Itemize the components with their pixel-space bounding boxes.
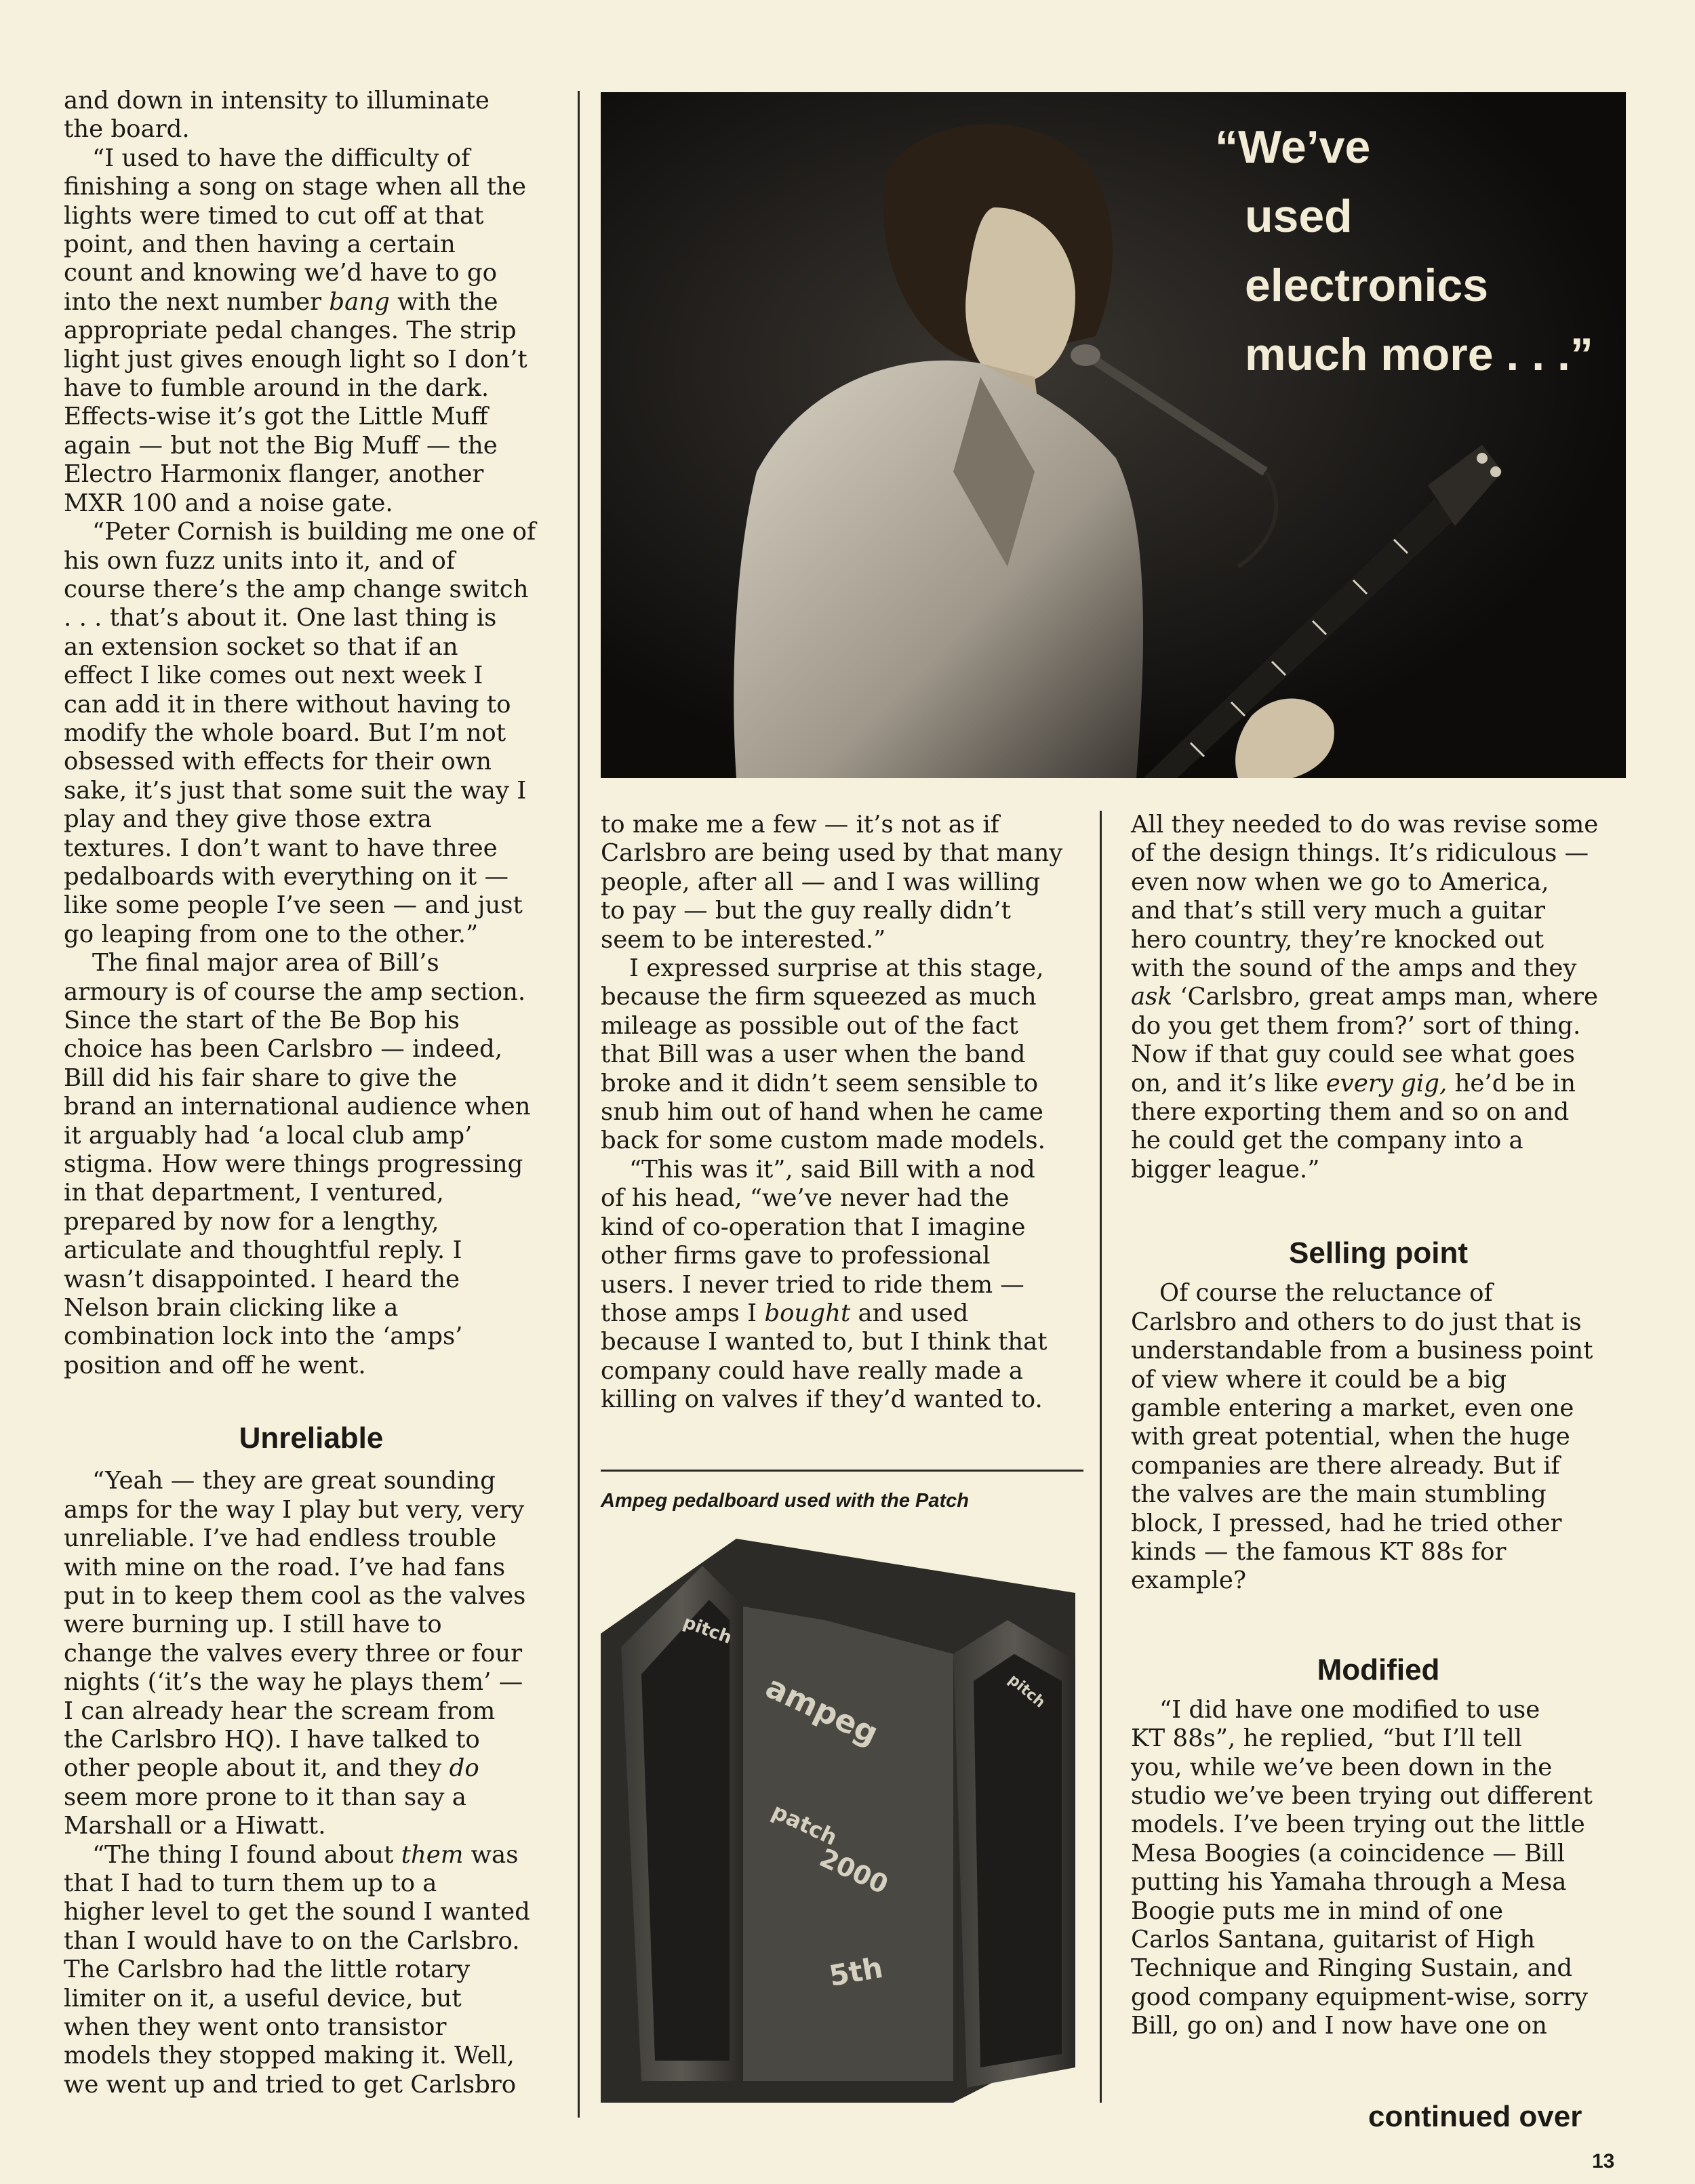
text-line: play and they give those extra (64, 805, 432, 834)
text-line: appropriate pedal changes. The strip (64, 317, 517, 345)
text-line: companies are there already. But if (1131, 1451, 1560, 1480)
text-line: studio we’ve been trying out different (1131, 1781, 1593, 1810)
text-line: can add it in there without having to (64, 690, 511, 719)
text-line: Nelson brain clicking like a (64, 1294, 399, 1322)
text-line: those amps I bought and used (601, 1299, 969, 1327)
photo-caption: Ampeg pedalboard used with the Patch (601, 1490, 970, 1512)
text-line: obsessed with effects for their own (64, 748, 492, 776)
text-line: the board. (64, 115, 190, 144)
pull-quote-line: electronics (1245, 260, 1489, 311)
text-line: unreliable. I’ve had endless trouble (64, 1524, 497, 1553)
text-line: The final major area of Bill’s (92, 949, 439, 977)
text-line: other firms gave to professional (601, 1242, 991, 1270)
text-line: . . . that’s about it. One last thing is (64, 604, 497, 632)
pedalboard-illustration (601, 1525, 1075, 2103)
text-line: prepared by now for a lengthy, (64, 1207, 439, 1236)
text-line: seem more prone to it than say a (64, 1783, 466, 1811)
page-number: 13 (1592, 2150, 1615, 2172)
text-line: people, after all — and I was willing (601, 868, 1041, 896)
text-line: because I wanted to, but I think that (601, 1328, 1048, 1356)
text-line: Carlsbro and others to do just that is (1131, 1308, 1582, 1336)
continued-over-label: continued over (1368, 2100, 1582, 2133)
text-line: you, while we’ve been down in the (1131, 1753, 1553, 1781)
text-line: Marshall or a Hiwatt. (64, 1812, 326, 1840)
text-line: gamble entering a market, even one (1131, 1394, 1574, 1422)
text-line: MXR 100 and a noise gate. (64, 489, 393, 517)
pedal-label: 5th (826, 1950, 885, 1993)
pedal-label: patch (767, 1798, 841, 1851)
text-line: he could get the company into a (1131, 1127, 1523, 1155)
pedal-label: 2000 (815, 1842, 893, 1900)
text-line: lights were timed to cut off at that (64, 201, 484, 230)
text-line: Carlos Santana, guitarist of High (1131, 1926, 1536, 1954)
text-line: good company equipment-wise, sorry (1131, 1983, 1589, 2011)
text-line: hero country, they’re knocked out (1131, 925, 1544, 954)
text-line: light just gives enough light so I don’t (64, 345, 527, 373)
text-line: to make me a few — it’s not as if (601, 811, 999, 838)
text-line: point, and then having a certain (64, 230, 456, 259)
pull-quote-line: much more . . .” (1245, 329, 1593, 380)
text-line: change the valves every three or four (64, 1639, 523, 1667)
text-line: in that department, I ventured, (64, 1179, 444, 1207)
text-line: and down in intensity to illuminate (64, 87, 490, 115)
text-line: Carlsbro are being used by that many (601, 839, 1063, 868)
section-heading-selling-point: Selling point (1289, 1236, 1468, 1270)
column-2 (601, 811, 1062, 1415)
column-1 (64, 87, 559, 2099)
text-line: understandable from a business point (1131, 1337, 1593, 1365)
section-heading-modified: Modified (1317, 1653, 1440, 1686)
text-line: “This was it”, said Bill with a nod (629, 1155, 1035, 1184)
pedal-label: pitch (680, 1612, 735, 1649)
text-line: Now if that guy could see what goes (1131, 1040, 1575, 1069)
text-line: amps for the way I play but very, very (64, 1495, 525, 1524)
text-line: because the firm squeezed as much (601, 983, 1037, 1011)
text-line: and that’s still very much a guitar (1131, 897, 1545, 925)
text-line: his own fuzz units into it, and of (64, 546, 456, 575)
text-line: with the sound of the amps and they (1131, 954, 1577, 983)
text-line: that I had to turn them up to a (64, 1869, 437, 1897)
text-line: wasn’t disappointed. I heard the (64, 1265, 460, 1293)
text-line: of his head, “we’ve never had the (601, 1184, 1010, 1213)
text-line: pedalboards with everything on it — (64, 862, 509, 891)
text-line: other people about it, and they do (64, 1754, 479, 1783)
text-line: Effects-wise it’s got the Little Muff (64, 403, 488, 431)
text-line: Electro Harmonix flanger, another (64, 460, 484, 489)
pedalboard-photo (601, 1525, 1075, 2103)
text-line: “I did have one modified to use (1159, 1695, 1540, 1724)
text-line: Boogie puts me in mind of one (1131, 1897, 1503, 1925)
text-line: I expressed surprise at this stage, (629, 954, 1044, 983)
text-line: stigma. How were things progressing (64, 1150, 523, 1179)
text-line: go leaping from one to the other.” (64, 920, 479, 948)
text-line: Bill did his fair share to give the (64, 1064, 458, 1092)
text-line: like some people I’ve seen — and just (64, 891, 523, 920)
text-line: Of course the reluctance of (1159, 1279, 1493, 1308)
pedal-brand: ampeg (760, 1668, 884, 1752)
text-line: models. I’ve been trying out the little (1131, 1811, 1585, 1839)
text-line: textures. I don’t want to have three (64, 834, 498, 862)
text-line: an extension socket so that if an (64, 632, 458, 661)
text-line: “I used to have the difficulty of (92, 144, 471, 172)
text-line: articulate and thoughtful reply. I (64, 1236, 462, 1265)
pull-quote-line: used (1245, 190, 1353, 242)
section-heading-unreliable: Unreliable (239, 1421, 384, 1455)
text-line: finishing a song on stage when all the (64, 173, 527, 201)
column-3 (1131, 811, 1626, 2041)
text-line: killing on valves if they’d wanted to. (601, 1386, 1043, 1414)
column-rule-left (578, 91, 580, 2118)
text-line: of the design things. It’s ridiculous — (1131, 839, 1589, 868)
text-line: block, I pressed, had he tried other (1131, 1509, 1562, 1537)
text-line: KT 88s”, he replied, “but I’ll tell (1131, 1724, 1523, 1753)
pull-quote (1215, 113, 1624, 389)
text-line: company could have really made a (601, 1356, 1024, 1385)
text-line: we went up and tried to get Carlsbro (64, 2070, 517, 2099)
text-line: bigger league.” (1131, 1155, 1320, 1184)
text-line: higher level to get the sound I wanted (64, 1898, 530, 1926)
text-line: putting his Yamaha through a Mesa (1131, 1868, 1567, 1897)
text-line: snub him out of hand when he came (601, 1098, 1043, 1127)
text-line: mileage as possible out of the fact (601, 1011, 1018, 1040)
text-line: choice has been Carlsbro — indeed, (64, 1035, 503, 1064)
text-line: back for some custom made models. (601, 1127, 1045, 1155)
text-line: kind of co-operation that I imagine (601, 1213, 1026, 1241)
text-line: nights (‘it’s the way he plays them’ — (64, 1668, 523, 1697)
pull-quote-line: “We’ve (1215, 121, 1371, 173)
text-line: were burning up. I still have to (64, 1611, 442, 1639)
text-line: position and off he went. (64, 1351, 366, 1379)
text-line: modify the whole board. But I’m not (64, 719, 506, 747)
text-line: “Yeah — they are great sounding (92, 1467, 496, 1495)
text-line: it arguably had ‘a local club amp’ (64, 1121, 473, 1150)
text-line: I can already hear the scream from (64, 1697, 496, 1725)
text-line: Bill, go on) and I now have one on (1131, 2012, 1547, 2040)
text-line: when they went onto transistor (64, 2013, 447, 2041)
text-line: limiter on it, a useful device, but (64, 1984, 462, 2013)
text-line: that Bill was a user when the band (601, 1040, 1026, 1069)
text-line: armoury is of course the amp section. (64, 977, 526, 1006)
text-line: Mesa Boogies (a coincidence — Bill (1131, 1839, 1566, 1867)
text-line: count and knowing we’d have to go (64, 259, 498, 287)
text-line: kinds — the famous KT 88s for (1131, 1537, 1507, 1566)
text-line: models they stopped making it. Well, (64, 2042, 515, 2070)
text-line: of view where it could be a big (1131, 1365, 1507, 1394)
text-line: there exporting them and so on and (1131, 1098, 1570, 1127)
text-line: users. I never tried to ride them — (601, 1270, 1024, 1299)
text-line: “Peter Cornish is building me one of (92, 518, 536, 546)
text-line: even now when we go to America, (1131, 868, 1549, 896)
text-line: than I would have to on the Carlsbro. (64, 1926, 520, 1955)
text-line: combination lock into the ‘amps’ (64, 1322, 463, 1351)
text-line: brand an international audience when (64, 1093, 531, 1121)
text-line: The Carlsbro had the little rotary (64, 1956, 471, 1984)
text-line: to pay — but the guy really didn’t (601, 897, 1011, 925)
text-line: Since the start of the Be Bop his (64, 1007, 460, 1034)
text-line: with great potential, when the huge (1131, 1423, 1570, 1451)
column-rule-right (1100, 811, 1102, 2103)
text-line: with mine on the road. I’ve had fans (64, 1553, 506, 1581)
text-line: seem to be interested.” (601, 925, 886, 954)
text-line: do you get them from?’ sort of thing. (1131, 1011, 1581, 1040)
text-line: effect I like comes out next week I (64, 662, 483, 690)
pedal-label: pitch (1005, 1671, 1049, 1712)
text-line: sake, it’s just that some suit the way I (64, 776, 527, 805)
text-line: into the next number bang with the (64, 287, 498, 316)
text-line: the valves are the main stumbling (1131, 1480, 1547, 1509)
text-line: course there’s the amp change switch (64, 575, 529, 603)
text-line: put in to keep them cool as the valves (64, 1581, 526, 1610)
concert-photo (601, 92, 1626, 778)
caption-rule (601, 1470, 1083, 1472)
text-line: All they needed to do was revise some (1131, 811, 1599, 838)
text-line: ask ‘Carlsbro, great amps man, where (1131, 983, 1598, 1011)
text-line: again — but not the Big Muff — the (64, 431, 498, 460)
text-line: on, and it’s like every gig, he’d be in (1131, 1069, 1576, 1097)
text-line: broke and it didn’t seem sensible to (601, 1069, 1039, 1097)
text-line: example? (1131, 1566, 1246, 1595)
text-line: Technique and Ringing Sustain, and (1131, 1954, 1573, 1983)
text-line: the Carlsbro HQ). I have talked to (64, 1725, 480, 1754)
text-line: “The thing I found about them was (92, 1840, 519, 1869)
text-line: have to fumble around in the dark. (64, 374, 490, 403)
